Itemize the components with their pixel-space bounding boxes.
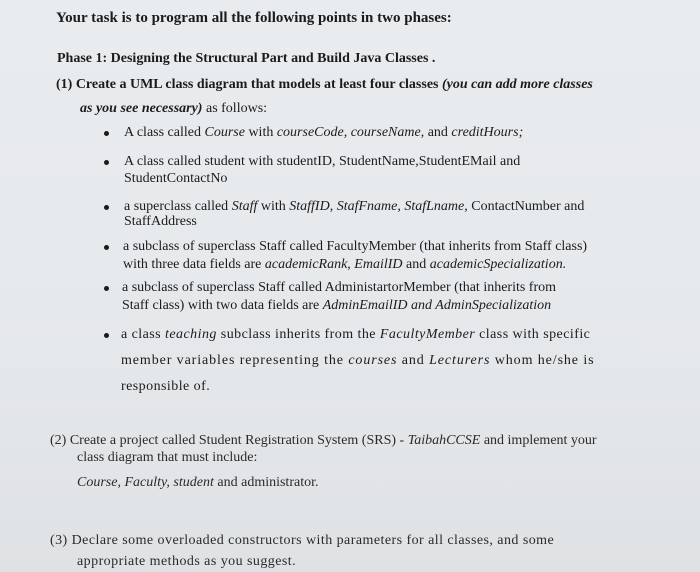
bullet-text: a class	[121, 327, 166, 342]
phase1-heading: Phase 1: Designing the Structural Part and Build Java Classes .	[57, 51, 436, 66]
bullet-dot	[104, 131, 109, 136]
bullet-dot	[104, 333, 109, 338]
item1-line1	[56, 76, 593, 93]
item2-line3	[77, 474, 318, 491]
bullet-dot	[104, 245, 109, 250]
bullet-course	[124, 124, 523, 141]
bullet-text: and	[397, 353, 430, 368]
bullet-text: with	[257, 199, 290, 214]
item2-text: and administrator.	[213, 475, 319, 490]
bullet-text: member variables representing the	[121, 353, 349, 368]
bullet-text: and	[424, 125, 452, 140]
bullet-text: with three data fields are	[123, 257, 265, 272]
bullet-text: with	[244, 125, 277, 140]
bullet-text: A class called	[124, 125, 205, 140]
bullet-faculty-line2	[123, 256, 566, 273]
bullet-staff-line2: StaffAddress	[124, 214, 197, 229]
bullet-admin-line2	[122, 297, 551, 314]
bullet-dot	[104, 205, 109, 210]
bullet-dot	[104, 286, 109, 291]
bullet-text-italic: Lecturers	[429, 353, 491, 368]
bullet-text-italic: FacultyMember	[379, 327, 476, 342]
item2-text: (2) Create a project called Student Registration System (SRS) -	[50, 433, 408, 448]
bullet-admin-line1: a subclass of superclass Staff called AdministartorMember (that inherits from	[122, 280, 557, 295]
item1-line2	[80, 100, 267, 117]
item1-text-2: as follows:	[202, 101, 268, 116]
item1-text-italic-2: as you see necessary)	[80, 101, 203, 116]
item2-line2: class diagram that must include:	[77, 450, 258, 465]
bullet-dot	[104, 160, 109, 165]
bullet-teaching-line2	[121, 352, 594, 369]
item2-text: and implement your	[480, 433, 597, 448]
bullet-text: and	[402, 257, 430, 272]
item2-line1	[50, 432, 597, 449]
bullet-text-italic: creditHours;	[451, 125, 524, 140]
bullet-text: a superclass called	[124, 199, 232, 214]
bullet-teaching-line1	[121, 326, 590, 343]
bullet-text-italic: academicSpecialization.	[429, 257, 567, 272]
bullet-faculty-line1: a subclass of superclass Staff called FacultyMember (that inherits from Staff class)	[123, 239, 588, 254]
bullet-text: class with specific	[475, 327, 591, 342]
bullet-text: Staff class) with two data fields are	[122, 298, 323, 313]
bullet-text-italic: courses	[348, 353, 398, 368]
bullet-text-italic: Course	[204, 125, 245, 140]
bullet-text-italic: academicRank, EmailID	[264, 257, 403, 272]
item3-line1: (3) Declare some overloaded constructors with parameters for all classes, and some	[50, 533, 555, 548]
bullet-teaching-line3: responsible of.	[121, 379, 211, 394]
bullet-student-line2: StudentContactNo	[124, 171, 228, 186]
bullet-text-italic: courseCode, courseName,	[276, 125, 425, 140]
bullet-text-italic: StaffID, StafFname, StafLname,	[289, 199, 468, 214]
item3-line2: appropriate methods as you suggest.	[77, 554, 297, 569]
item2-text-italic: TaibahCCSE	[407, 433, 481, 448]
item2-text-italic: Course, Faculty, student	[77, 475, 214, 490]
bullet-text-italic: teaching	[165, 327, 217, 342]
bullet-text: ContactNumber and	[467, 199, 585, 214]
bullet-text: whom he/she is	[490, 353, 595, 368]
bullet-text-italic: AdminEmailID and AdminSpecialization	[322, 298, 552, 313]
bullet-text: subclass inherits from the	[216, 327, 380, 342]
item1-text-italic: (you can add more classes	[441, 77, 593, 92]
bullet-text-italic: Staff	[231, 199, 258, 214]
item1-text: (1) Create a UML class diagram that models at least four classes	[56, 77, 442, 92]
task-title: Your task is to program all the following points in two phases:	[56, 10, 452, 26]
bullet-student-line1: A class called student with studentID, StudentName,StudentEMail and	[124, 154, 521, 169]
